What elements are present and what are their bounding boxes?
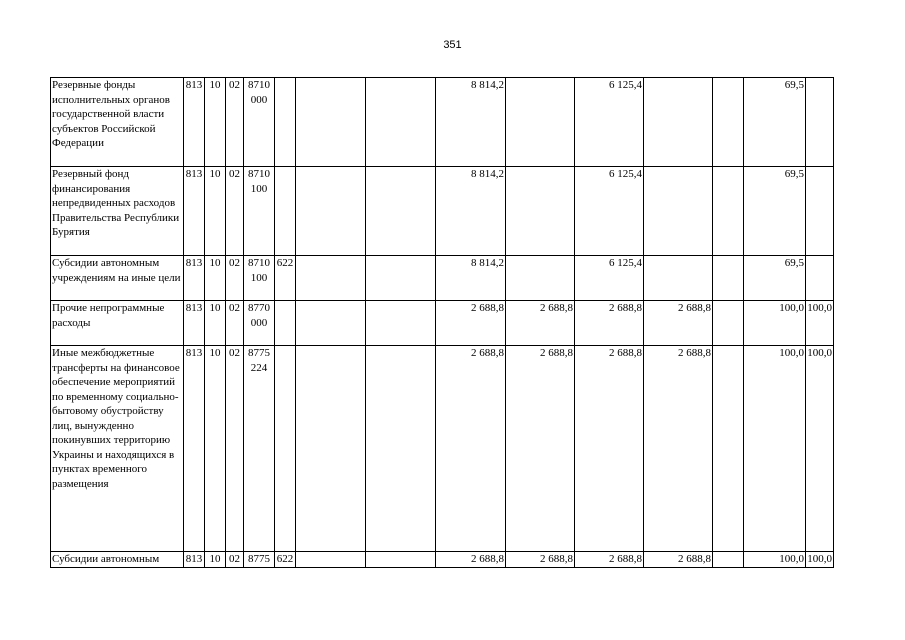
section-code: 10 <box>205 167 226 256</box>
value-cell: 2 688,8 <box>644 552 713 568</box>
value-cell: 2 688,8 <box>575 301 644 346</box>
percent-cell: 100,0 <box>744 301 806 346</box>
subsection-code: 02 <box>226 346 244 552</box>
value-cell: 2 688,8 <box>436 552 506 568</box>
value-cell <box>366 78 436 167</box>
value-cell <box>713 552 744 568</box>
value-cell <box>366 167 436 256</box>
page-number: 351 <box>443 39 462 51</box>
value-cell <box>296 78 366 167</box>
grbs-code: 813 <box>184 552 205 568</box>
percent-cell: 100,0 <box>806 552 834 568</box>
value-cell <box>713 78 744 167</box>
value-cell <box>366 301 436 346</box>
target-article-code: 8775 224 <box>244 346 275 552</box>
table-row <box>51 301 834 346</box>
value-cell <box>366 346 436 552</box>
value-cell: 6 125,4 <box>575 256 644 301</box>
value-cell: 2 688,8 <box>575 346 644 552</box>
percent-cell <box>806 167 834 256</box>
row-name: Резервные фонды исполнительных органов государственной власти субъектов Российской Федерации <box>51 78 184 167</box>
percent-cell: 100,0 <box>744 346 806 552</box>
expense-type-code: 622 <box>275 552 296 568</box>
table-row <box>51 78 834 167</box>
value-cell: 2 688,8 <box>436 346 506 552</box>
row-name: Резервный фонд финансирования непредвиденных расходов Правительства Республики Бурятия <box>51 167 184 256</box>
grbs-code: 813 <box>184 346 205 552</box>
grbs-code: 813 <box>184 256 205 301</box>
percent-cell: 69,5 <box>744 78 806 167</box>
value-cell <box>713 346 744 552</box>
value-cell <box>713 256 744 301</box>
value-cell <box>366 552 436 568</box>
value-cell: 6 125,4 <box>575 167 644 256</box>
value-cell <box>644 256 713 301</box>
section-code: 10 <box>205 301 226 346</box>
value-cell <box>644 78 713 167</box>
expense-type-code <box>275 167 296 256</box>
percent-cell: 69,5 <box>744 167 806 256</box>
value-cell: 6 125,4 <box>575 78 644 167</box>
target-article-code: 8710 100 <box>244 256 275 301</box>
subsection-code: 02 <box>226 167 244 256</box>
percent-cell <box>806 78 834 167</box>
target-article-code: 8775 <box>244 552 275 568</box>
row-name: Субсидии автономным <box>51 552 184 568</box>
value-cell: 2 688,8 <box>644 346 713 552</box>
percent-cell: 100,0 <box>806 346 834 552</box>
section-code: 10 <box>205 256 226 301</box>
percent-cell: 100,0 <box>806 301 834 346</box>
row-name: Иные межбюджетные трансферты на финансовое обеспечение мероприятий по временному социально-бытовому обустройству лиц, вынужденно покинувших территорию Украины и находящихся в пунктах временного размещения <box>51 346 184 552</box>
expense-type-code <box>275 301 296 346</box>
value-cell <box>644 167 713 256</box>
value-cell <box>506 256 575 301</box>
value-cell <box>713 167 744 256</box>
table-row <box>51 346 834 552</box>
expense-type-code <box>275 78 296 167</box>
value-cell <box>296 167 366 256</box>
budget-table <box>50 77 834 568</box>
value-cell <box>296 301 366 346</box>
expense-type-code <box>275 346 296 552</box>
value-cell <box>296 346 366 552</box>
percent-cell: 69,5 <box>744 256 806 301</box>
subsection-code: 02 <box>226 552 244 568</box>
section-code: 10 <box>205 346 226 552</box>
value-cell: 8 814,2 <box>436 167 506 256</box>
section-code: 10 <box>205 78 226 167</box>
subsection-code: 02 <box>226 256 244 301</box>
value-cell: 2 688,8 <box>436 301 506 346</box>
value-cell: 2 688,8 <box>506 552 575 568</box>
value-cell <box>713 301 744 346</box>
value-cell: 2 688,8 <box>644 301 713 346</box>
value-cell: 2 688,8 <box>506 346 575 552</box>
grbs-code: 813 <box>184 78 205 167</box>
value-cell: 8 814,2 <box>436 256 506 301</box>
value-cell <box>296 552 366 568</box>
table-row <box>51 167 834 256</box>
table-row <box>51 552 834 568</box>
value-cell <box>366 256 436 301</box>
grbs-code: 813 <box>184 301 205 346</box>
target-article-code: 8710 000 <box>244 78 275 167</box>
value-cell <box>296 256 366 301</box>
row-name: Субсидии автономным учреждениям на иные цели <box>51 256 184 301</box>
value-cell: 2 688,8 <box>575 552 644 568</box>
value-cell <box>506 78 575 167</box>
value-cell <box>506 167 575 256</box>
value-cell: 2 688,8 <box>506 301 575 346</box>
subsection-code: 02 <box>226 78 244 167</box>
percent-cell <box>806 256 834 301</box>
budget-table-body <box>51 78 834 568</box>
subsection-code: 02 <box>226 301 244 346</box>
table-row <box>51 256 834 301</box>
row-name: Прочие непрограммные расходы <box>51 301 184 346</box>
value-cell: 8 814,2 <box>436 78 506 167</box>
target-article-code: 8710 100 <box>244 167 275 256</box>
grbs-code: 813 <box>184 167 205 256</box>
section-code: 10 <box>205 552 226 568</box>
expense-type-code: 622 <box>275 256 296 301</box>
percent-cell: 100,0 <box>744 552 806 568</box>
target-article-code: 8770 000 <box>244 301 275 346</box>
